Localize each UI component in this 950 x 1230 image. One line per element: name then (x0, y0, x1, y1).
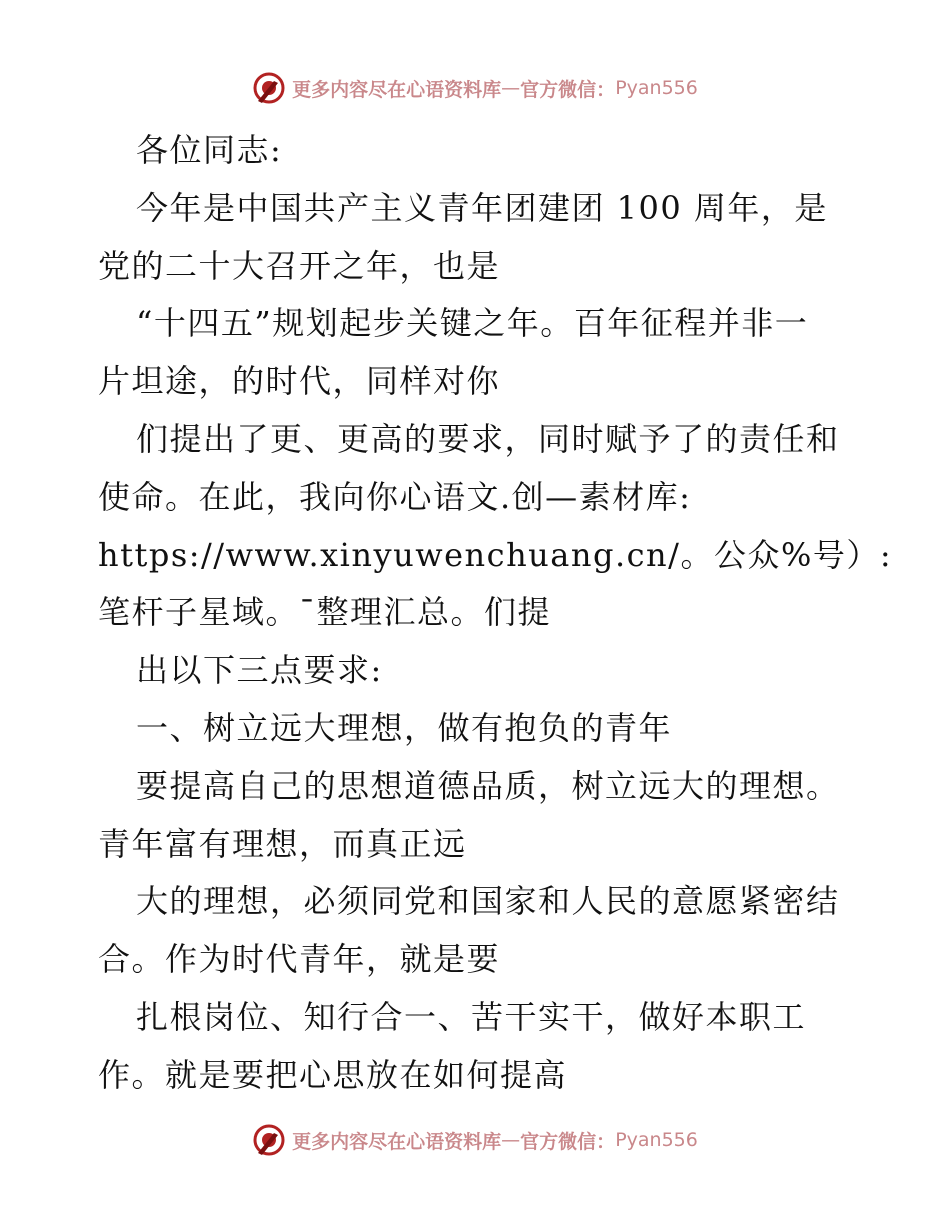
pen-logo-icon (252, 1123, 286, 1157)
watermark-separator: — (501, 77, 521, 99)
paragraph-line: “十四五”规划起步关键之年。百年征程并非一 (136, 304, 809, 343)
paragraph-line: 使命。在此，我向你心语文.创—素材库: (98, 477, 692, 516)
section-heading: 一、树立远大理想，做有抱负的青年 (136, 708, 673, 747)
paragraph-line: 今年是中国共产主义青年团建团 100 周年，是 (136, 188, 828, 227)
paragraph-line: 大的理想，必须同党和国家和人民的意愿紧密结 (136, 882, 840, 921)
paragraph-line: 青年富有理想，而真正远 (98, 824, 467, 863)
paragraph-line: 作。就是要把心思放在如何提高 (98, 1055, 568, 1094)
watermark-wechat-id: Pyan556 (615, 77, 698, 99)
paragraph-line: 党的二十大召开之年，也是 (98, 246, 501, 285)
watermark-wechat-label: 官方微信： (520, 1130, 616, 1153)
paragraph-line: 出以下三点要求: (136, 651, 383, 690)
watermark-wechat-label: 官方微信： (520, 78, 616, 101)
paragraph-line: 们提出了更、更高的要求，同时赋予了的责任和 (136, 419, 840, 458)
watermark-separator: — (501, 1129, 521, 1151)
paragraph-line: 笔杆子星域。¯整理汇总。们提 (98, 593, 552, 632)
paragraph-line: 片坦途，的时代，同样对你 (98, 362, 501, 401)
header-watermark (0, 70, 950, 106)
paragraph-line: 各位同志: (136, 131, 283, 169)
footer-watermark (0, 1122, 950, 1158)
document-body (98, 122, 893, 1105)
paragraph-line: 要提高自己的思想道德品质，树立远大的理想。 (136, 766, 840, 805)
pen-logo-icon (252, 71, 286, 105)
paragraph-line: 扎根岗位、知行合一、苦干实干，做好本职工 (136, 997, 807, 1036)
paragraph-line: 合。作为时代青年，就是要 (98, 940, 501, 979)
watermark-wechat-id: Pyan556 (615, 1129, 698, 1151)
watermark-main-text: 更多内容尽在心语资料库 (292, 1130, 502, 1153)
url-line: https://www.xinyuwenchuang.cn/。公众%号）: (98, 535, 893, 574)
watermark-main-text: 更多内容尽在心语资料库 (292, 78, 502, 101)
